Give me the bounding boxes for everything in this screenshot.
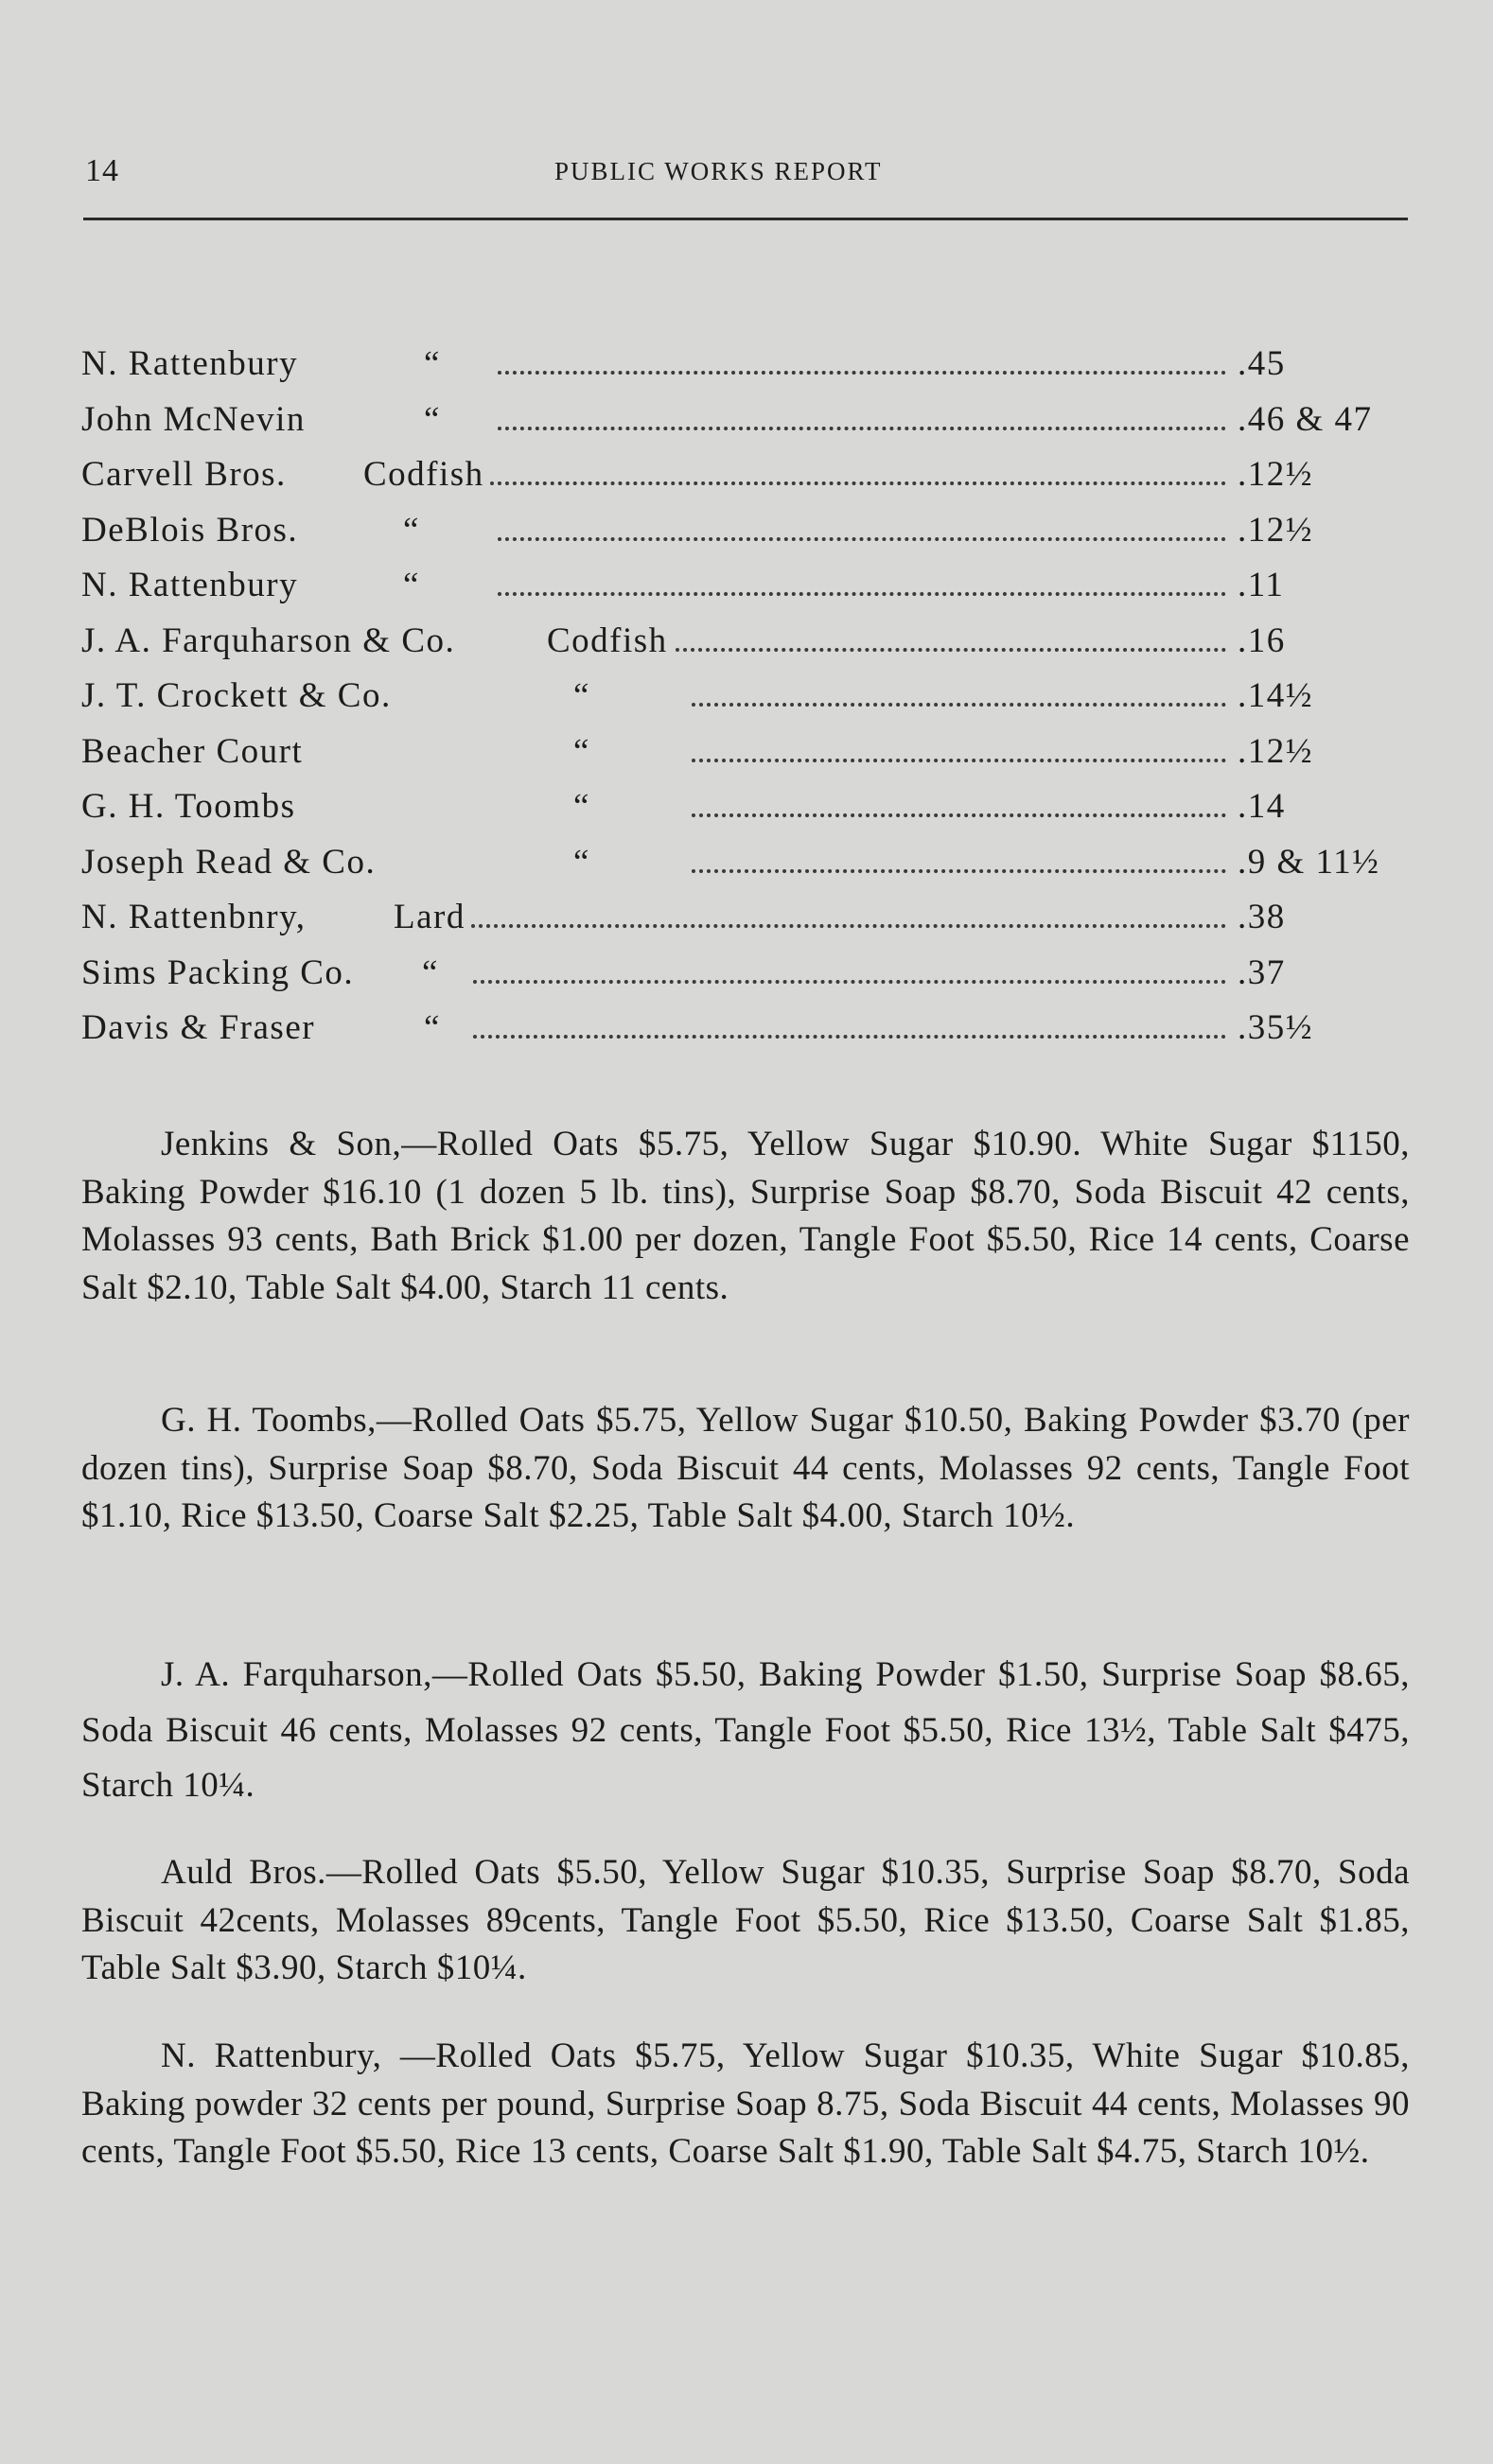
price-row	[81, 1001, 1406, 1057]
dot-leader	[692, 703, 1226, 707]
dot-leader	[473, 1035, 1226, 1039]
dot-leader	[498, 427, 1226, 430]
price-value: .14½	[1238, 676, 1313, 715]
firm-name: J. A. Farquharson & Co.	[81, 620, 456, 660]
quotation-paragraph: Jenkins & Son,—Rolled Oats $5.75, Yellow Sugar $10.90. White Sugar $1150, Baking Powder $16.10 (1 dozen 5 lb. tins), Surprise Soap $8.70, Soda Biscuit 42 cents, Molasses 93 cents, Bath Brick $1.00 per dozen, Tangle Foot $5.50, Rice 14 cents, Coarse Salt $2.10, Table Salt $4.00, Starch 11 cents.	[81, 1125, 1410, 1307]
price-value: .11	[1238, 566, 1285, 604]
firm-name: G. H. Toombs	[81, 787, 296, 826]
price-value: .16	[1238, 620, 1286, 660]
page-number: 14	[85, 153, 119, 188]
item-name: “	[573, 787, 590, 826]
firm-name: Carvell Bros.	[81, 455, 287, 494]
dot-leader	[692, 869, 1226, 873]
item-name: “	[573, 731, 590, 771]
price-value: .38	[1238, 898, 1286, 936]
item-name: Lard	[394, 898, 465, 936]
item-name: “	[573, 676, 590, 715]
quotation-paragraph: G. H. Toombs,—Rolled Oats $5.75, Yellow Sugar $10.50, Baking Powder $3.70 (per dozen tins), Surprise Soap $8.70, Soda Biscuit 44 cents, Molasses 92 cents, Tangle Foot $1.10, Rice $13.50, Coarse Salt $2.25, Table Salt $4.00, Starch 10½.	[81, 1401, 1410, 1535]
price-list	[81, 337, 1406, 1057]
price-row	[81, 393, 1406, 448]
price-row	[81, 503, 1406, 559]
price-value: .35½	[1238, 1008, 1313, 1047]
quotation-paragraph: J. A. Farquharson,—Rolled Oats $5.50, Baking Powder $1.50, Surprise Soap $8.65, Soda Biscuit 46 cents, Molasses 92 cents, Tangle Foot $5.50, Rice 13½, Table Salt $475, Starch 10¼.	[81, 1655, 1410, 1805]
item-name: “	[424, 1008, 441, 1047]
price-value: .45	[1238, 344, 1286, 383]
item-name: “	[403, 510, 420, 550]
price-value: .14	[1238, 787, 1286, 826]
firm-name: Davis & Fraser	[81, 1008, 316, 1047]
price-row	[81, 725, 1406, 780]
price-row	[81, 337, 1406, 393]
item-name: Codfish	[363, 455, 484, 494]
price-row	[81, 614, 1406, 670]
quotation-paragraph: N. Rattenbury, —Rolled Oats $5.75, Yellow Sugar $10.35, White Sugar $10.85, Baking powder 32 cents per pound, Surprise Soap 8.75, Soda Biscuit 44 cents, Molasses 90 cents, Tangle Foot $5.50, Rice 13 cents, Coarse Salt $1.90, Table Salt $4.75, Starch 10½.	[81, 2036, 1410, 2171]
price-value: .9 & 11½	[1238, 842, 1380, 882]
item-name: “	[403, 566, 420, 604]
price-value: .12½	[1238, 731, 1313, 771]
item-name: “	[573, 842, 590, 882]
firm-name: N. Rattenbury	[81, 344, 299, 383]
firm-name: Joseph Read & Co.	[81, 842, 377, 882]
firm-name: Beacher Court	[81, 731, 304, 771]
dot-leader	[490, 481, 1226, 485]
firm-name: DeBlois Bros.	[81, 510, 299, 550]
header-rule	[83, 218, 1408, 220]
price-value: .37	[1238, 952, 1286, 992]
item-name: “	[424, 344, 441, 383]
price-row	[81, 447, 1406, 503]
dot-leader	[473, 980, 1226, 984]
dot-leader	[676, 648, 1226, 652]
price-value: .12½	[1238, 455, 1313, 494]
quotation-paragraph: Auld Bros.—Rolled Oats $5.50, Yellow Sugar $10.35, Surprise Soap $8.70, Soda Biscuit 42cents, Molasses 89cents, Tangle Foot $5.50, Rice $13.50, Coarse Salt $1.85, Table Salt $3.90, Starch $10¼.	[81, 1853, 1410, 1987]
dot-leader	[692, 759, 1226, 762]
dot-leader	[498, 537, 1226, 541]
firm-name: John McNevin	[81, 399, 306, 439]
dot-leader	[692, 813, 1226, 817]
dot-leader	[471, 924, 1226, 928]
price-value: .46 & 47	[1238, 399, 1373, 439]
dot-leader	[498, 371, 1226, 375]
dot-leader	[498, 592, 1226, 596]
price-value: .12½	[1238, 510, 1313, 550]
firm-name: J. T. Crockett & Co.	[81, 676, 392, 715]
item-name: “	[422, 952, 439, 992]
price-row	[81, 946, 1406, 1002]
firm-name: N. Rattenbury	[81, 566, 299, 604]
price-row	[81, 835, 1406, 891]
price-row	[81, 890, 1406, 946]
firm-name: Sims Packing Co.	[81, 952, 355, 992]
firm-name: N. Rattenbnry,	[81, 898, 307, 936]
item-name: Codfish	[547, 620, 668, 660]
price-row	[81, 779, 1406, 835]
item-name: “	[424, 399, 441, 439]
running-head: PUBLIC WORKS REPORT	[554, 157, 883, 185]
price-row	[81, 558, 1406, 614]
price-row	[81, 669, 1406, 725]
